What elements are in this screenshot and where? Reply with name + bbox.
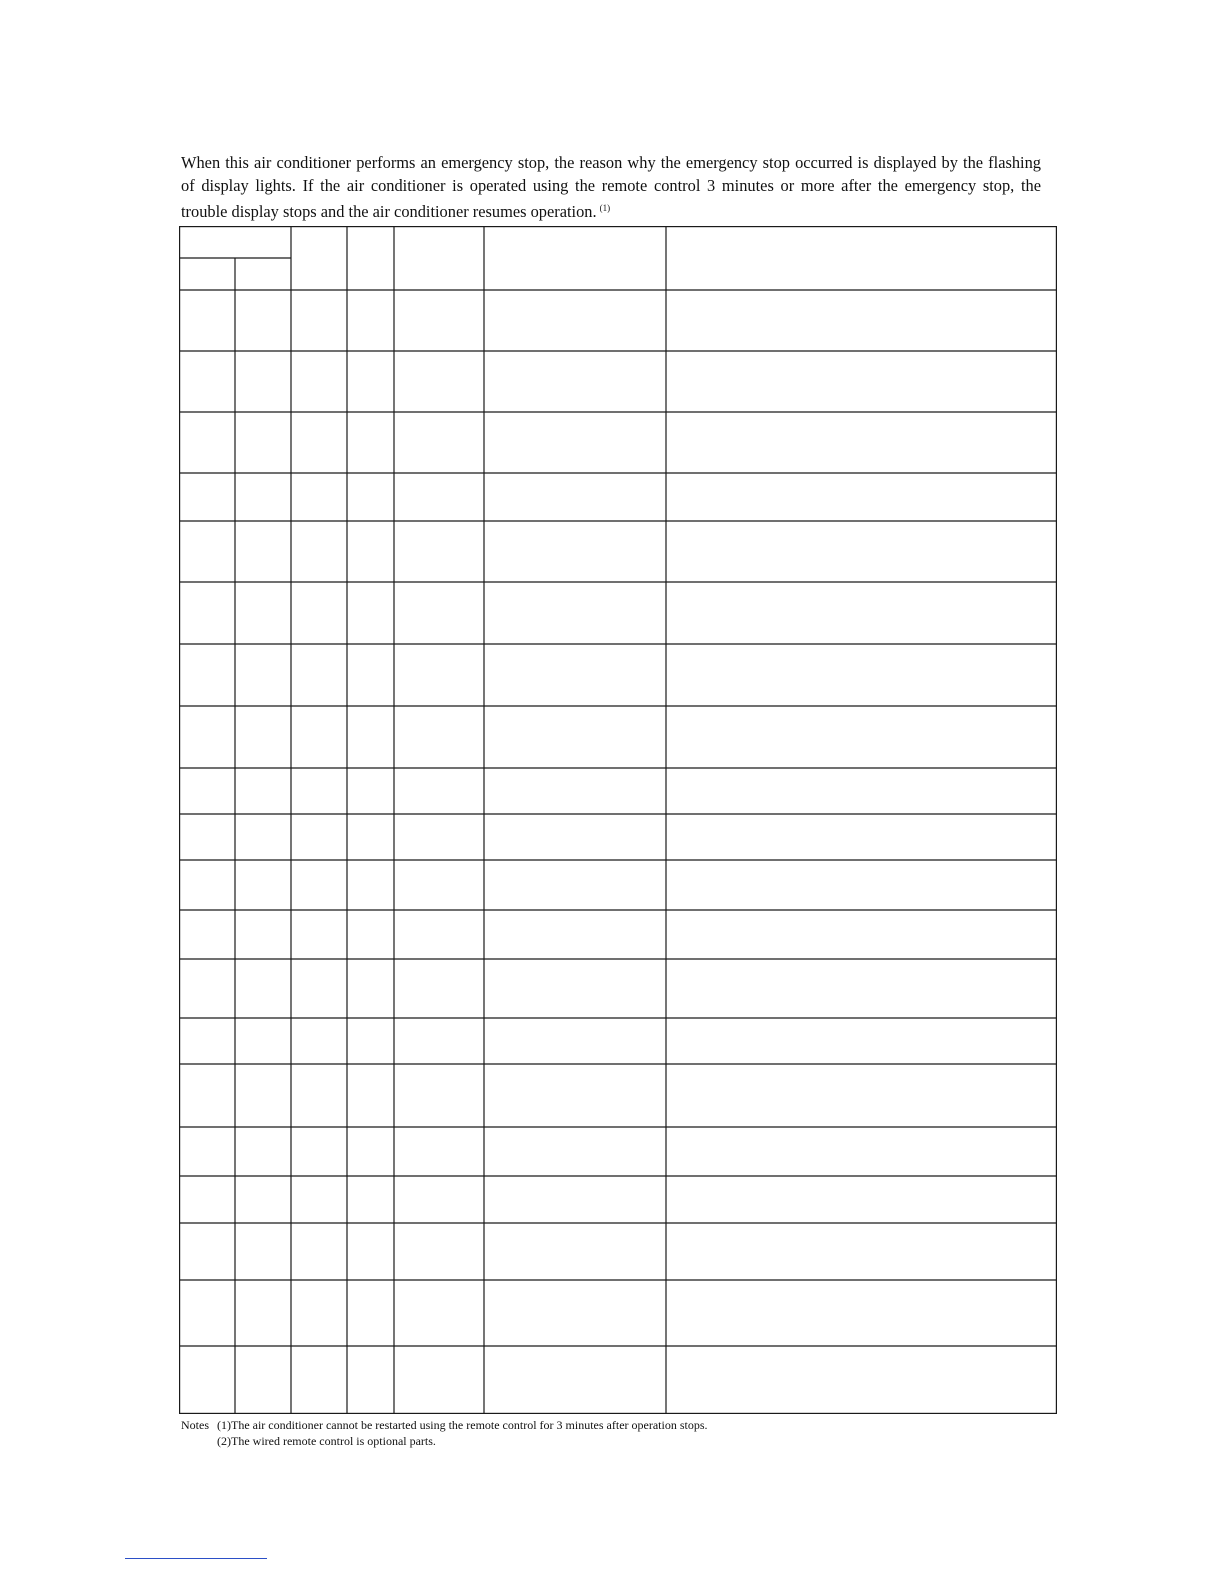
intro-line-3 [181,197,1041,224]
intro-line-2: of display lights. If the air conditioner is operated using the remote control 3 minutes or more after the emergency stop, the [181,175,1041,195]
table-grid [179,226,1057,1414]
trouble-display-table [179,226,1057,1414]
footnote-ref: (1) [599,203,611,213]
notes-label-spacer [181,1433,217,1449]
intro-line-3-text: trouble display stops and the air conditioner resumes operation. [181,202,597,221]
note-2: (2)The wired remote control is optional parts. [217,1434,436,1448]
notes-label: Notes [181,1418,209,1432]
footer-rule [125,1558,267,1559]
intro-paragraph [181,152,1041,224]
intro-line-1: When this air conditioner performs an emergency stop, the reason why the emergency stop occurred is displayed by the flashing [181,153,1041,172]
note-row-2 [181,1433,708,1449]
note-1: (1)The air conditioner cannot be restarted using the remote control for 3 minutes after operation stops. [217,1418,708,1432]
notes-section [181,1417,708,1449]
table-border [180,227,1057,1414]
note-row-1 [181,1417,708,1433]
